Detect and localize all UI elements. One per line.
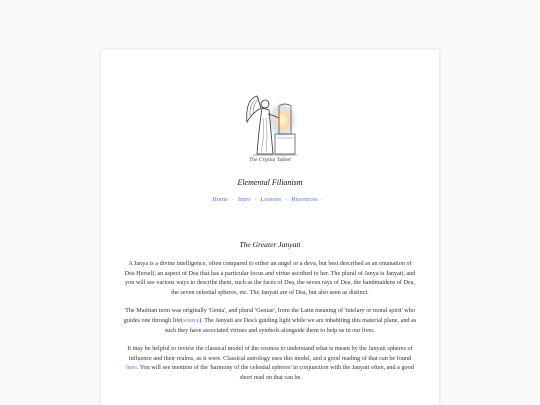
paragraph-3 — [123, 344, 417, 382]
here-link[interactable]: here — [126, 364, 137, 372]
angel-tablet-logo — [235, 88, 305, 168]
nav-lessons-link[interactable]: Lessons — [260, 196, 282, 203]
paragraph-1: A Janya is a divine intelligence, often compared to either an angel or a deva, but best described as an emanation of Dea Herself, an aspect of Dea that has a particular focus and virtue ascribed to her. The plural of Janya is Janyati, and you will see various ways to describe them, such as the faces of Dea, the seven rays of Dea, the handmaidens of Dea, the seven celestial spheres, etc. The Janyati are of Dea, but also seen as distinct. — [124, 260, 416, 296]
nav-separator: · — [254, 196, 257, 203]
paragraph-3-text: It may be helpful to review the classical model of the cosmos to understand what is meant by the Janyati spheres of influence and their realms, as it were. Classical astrology uses this model, and a good reading of that can be found — [127, 345, 413, 362]
article-body — [123, 259, 417, 392]
nav-separator: · — [231, 196, 235, 203]
article-title: The Greater Janyati — [239, 240, 301, 249]
site-title: Elemental Filianism — [237, 178, 303, 187]
content-card — [101, 50, 439, 405]
logo-caption: The Crystal Tablet — [249, 158, 291, 163]
nav-separator: · — [285, 196, 288, 203]
nav-resources-link[interactable]: Resources — [291, 196, 318, 203]
nav-home-link[interactable]: Home — [212, 196, 228, 203]
paragraph-2-text-end: ). The Janyati are Dea's guiding light while we are inhabiting this material plane, and as such they have associated virtues and symbols alongside them to help us in our lives. — [164, 316, 417, 334]
main-nav — [101, 196, 439, 203]
nav-intro-link[interactable]: Intro — [238, 196, 251, 203]
nav-separator: · — [321, 196, 324, 203]
paragraph-2-text: The Madrian term was originally 'Genia', and plural 'Geniae', from the Latin meaning of 'tutelary or moral spirit' who guides one through life( — [123, 307, 415, 324]
paragraph-3-text-end: . You will see mention of the 'harmony of the celestial spheres' in conjunction with the Janyati often, and a good short read on that can be — [136, 364, 414, 381]
source-link[interactable]: source — [183, 316, 200, 324]
paragraph-2 — [123, 306, 417, 335]
